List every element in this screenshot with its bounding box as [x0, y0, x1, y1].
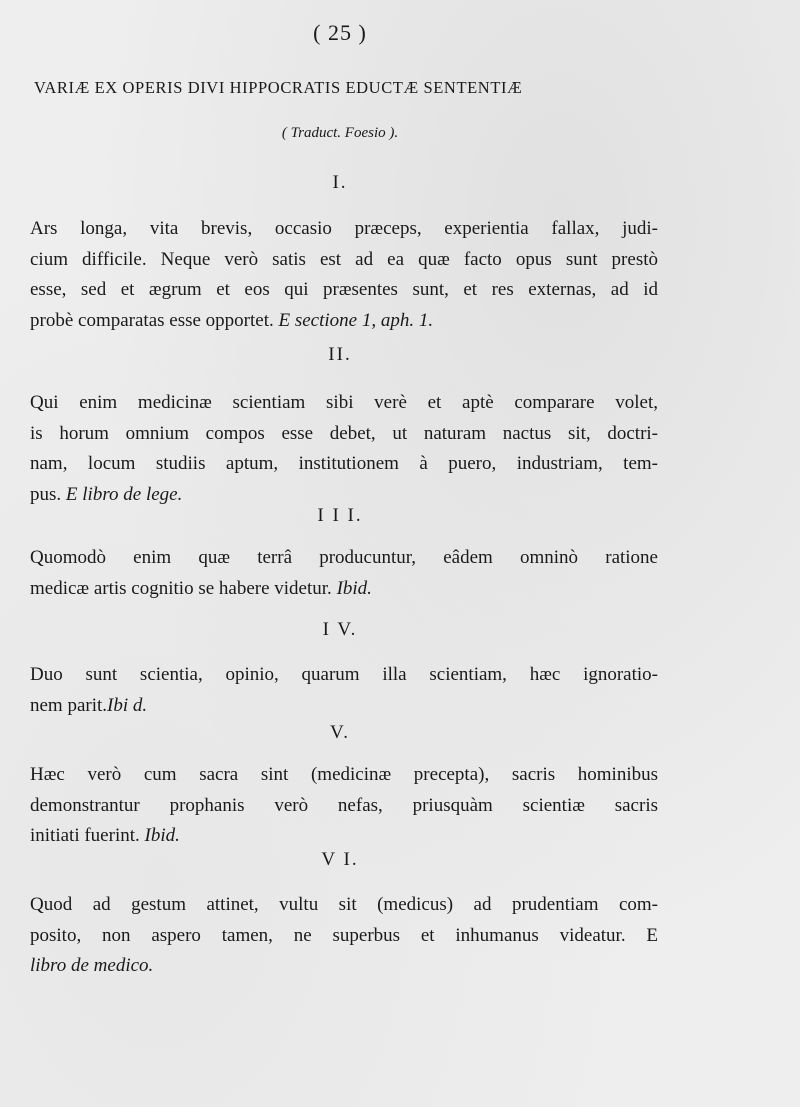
source-reference: Ibid. — [336, 577, 372, 599]
text-line: posito, non aspero tamen, ne superbus et inhumanus videatur. E — [30, 924, 658, 946]
page-title: VARIÆ EX OPERIS DIVI HIPPOCRATIS EDUCTÆ SENTENTIÆ — [34, 78, 523, 97]
text-line: esse, sed et ægrum et eos qui præsentes sunt, et res externas, ad id — [30, 279, 658, 300]
section-numeral-1: I. — [332, 172, 348, 193]
text-line-last — [30, 574, 658, 605]
aphorism-1 — [30, 214, 658, 336]
text-run: initiati fuerint. — [30, 825, 140, 846]
section-numeral-6: V I. — [321, 849, 359, 870]
text-line-last — [30, 691, 658, 722]
text-line: Ars longa, vita brevis, occasio præceps, experientia fallax, judi- — [30, 218, 658, 239]
section-numeral-2: II. — [328, 344, 352, 365]
aphorism-5 — [30, 760, 658, 852]
source-reference: Ibi d. — [107, 694, 148, 716]
aphorism-3 — [30, 543, 658, 604]
aphorism-2 — [30, 388, 658, 510]
aphorism-4 — [30, 660, 658, 721]
source-reference: Ibid. — [144, 825, 180, 846]
text-line: Quod ad gestum attinet, vultu sit (medicus) ad prudentiam com- — [30, 894, 658, 915]
text-line: Duo sunt scientia, opinio, quarum illa scientiam, hæc ignoratio- — [30, 664, 658, 685]
section-numeral-4: I V. — [322, 619, 358, 640]
aphorism-6 — [30, 890, 658, 982]
text-line-last — [30, 951, 658, 982]
text-line: Hæc verò cum sacra sint (medicinæ precepta), sacris hominibus — [30, 764, 658, 785]
text-run: nem parit. — [30, 694, 108, 716]
section-numeral-3: I I I. — [317, 505, 363, 526]
text-run: pus. — [30, 483, 62, 505]
page-number: ( 25 ) — [313, 20, 367, 45]
text-line: Qui enim medicinæ scientiam sibi verè et aptè comparare volet, — [30, 392, 658, 413]
text-line: cium difficile. Neque verò satis est ad ea quæ facto opus sunt prestò — [30, 248, 658, 270]
section-numeral-5: V. — [329, 722, 351, 743]
text-line: nam, locum studiis aptum, institutionem à puero, industriam, tem- — [30, 453, 658, 474]
text-line-last — [30, 821, 658, 852]
translator-credit: ( Traduct. Foesio ). — [281, 125, 399, 141]
text-line: is horum omnium compos esse debet, ut naturam nactus sit, doctri- — [30, 422, 658, 444]
source-reference: libro de medico. — [30, 955, 154, 976]
text-run: medicæ artis cognitio se habere videtur. — [30, 577, 332, 599]
source-reference: E sectione 1, aph. 1. — [278, 309, 434, 331]
source-reference: E libro de lege. — [65, 483, 183, 505]
text-run: probè comparatas esse opportet. — [30, 309, 274, 331]
text-line-last — [30, 306, 658, 337]
text-line: Quomodò enim quæ terrâ producuntur, eâdem omninò ratione — [30, 547, 658, 568]
text-line: demonstrantur prophanis verò nefas, priusquàm scientiæ sacris — [30, 794, 658, 816]
